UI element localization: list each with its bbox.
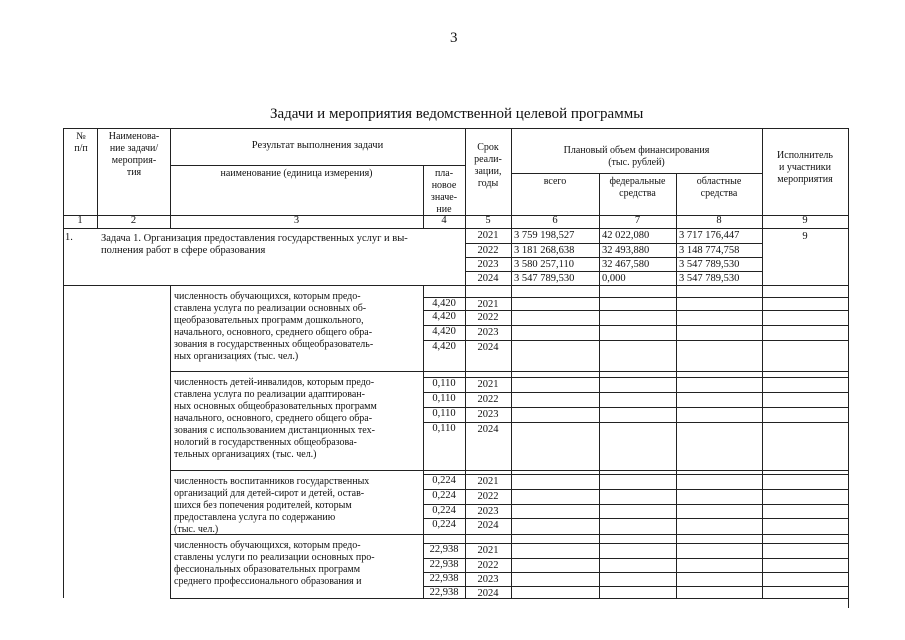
indicator-row-rule [423, 586, 848, 587]
task-year: 2023 [477, 259, 499, 270]
indicator-row-rule [423, 310, 848, 311]
indicator-row-rule [423, 392, 848, 393]
indicator-value: 0,224 [432, 519, 456, 530]
header-executor: Исполнитель и участники мероприятия [777, 150, 833, 185]
task-federal-value: 32 467,580 [602, 259, 650, 270]
indicator-text: численность обучающихся, которым предо- ставлена услуга по реализации основных об- щеобразовательных программ дошкольного, начального, основного, среднего общего обра- зования в государственных общеобразователь- ных организациях (тыс. чел.) [174, 291, 374, 362]
indicator-value: 0,224 [432, 505, 456, 516]
indicator-year: 2021 [477, 476, 499, 487]
page-title: Задачи и мероприятия ведомственной целевой программы [270, 106, 644, 122]
indicator-year: 2023 [477, 327, 499, 338]
indicator-year: 2024 [477, 424, 499, 435]
indicator-value: 0,110 [432, 378, 456, 389]
task-federal-value: 32 493,880 [602, 245, 650, 256]
indicator-bottom-rule [170, 371, 848, 372]
indicator-value: 22,938 [429, 544, 459, 555]
col-rule [762, 128, 763, 598]
indicator-row-rule [423, 558, 848, 559]
col-rule [97, 128, 98, 228]
task-text: Задача 1. Организация предоставления государственных услуг и вы- полнения работ в сфере образования [101, 233, 408, 256]
indicator-year: 2021 [477, 299, 499, 310]
task-row-rule [465, 257, 762, 258]
indicator-value: 0,110 [432, 423, 456, 434]
indicator-year: 2023 [477, 409, 499, 420]
header-federal: федеральные средства [609, 176, 666, 199]
indicator-value: 22,938 [429, 559, 459, 570]
task-bottom-rule [63, 285, 848, 286]
task-number: 1. [65, 232, 73, 243]
header-term: Срок реали- зации, годы [474, 142, 502, 189]
header-number: № п/п [74, 131, 88, 154]
task-total-value: 3 759 198,527 [514, 230, 575, 241]
column-number: 1 [77, 215, 83, 226]
table-top-border [63, 128, 848, 129]
column-number: 2 [130, 215, 137, 226]
page-number: 3 [450, 30, 458, 46]
indicator-row-rule [423, 297, 848, 298]
indicator-year: 2023 [477, 574, 499, 585]
task-regional-value: 3 547 789,530 [679, 259, 740, 270]
indicator-row-rule [423, 504, 848, 505]
task-regional-value: 3 148 774,758 [679, 245, 740, 256]
task-total-value: 3 580 257,110 [514, 259, 574, 270]
indicator-text: численность воспитанников государственных организаций для детей-сирот и детей, остав- шихся без попечения родителей, которым предоставлена услуга по содержанию (тыс. чел.) [174, 476, 370, 535]
indicator-value: 22,938 [429, 573, 459, 584]
indicator-value: 4,420 [432, 311, 456, 322]
indicator-year: 2022 [477, 312, 499, 323]
task-federal-value: 42 022,080 [602, 230, 650, 241]
indicator-year: 2022 [477, 560, 499, 571]
indicator-year: 2021 [477, 379, 499, 390]
task-row-rule [465, 243, 762, 244]
indicator-year: 2021 [477, 545, 499, 556]
column-number: 5 [485, 215, 491, 226]
indicator-year: 2023 [477, 506, 499, 517]
indicator-text: численность обучающихся, которым предо- ставлены услуги по реализации основных про- фессиональных образовательных программ среднего профессионального образования и [174, 540, 375, 587]
task-year: 2024 [477, 273, 499, 284]
indicator-row-rule [423, 407, 848, 408]
task-year: 2022 [477, 245, 499, 256]
column-numbers-rule [63, 228, 848, 229]
indicator-value: 0,110 [432, 408, 456, 419]
indicator-row-rule [423, 572, 848, 573]
indicator-row-rule [423, 543, 848, 544]
column-number: 3 [293, 215, 300, 226]
header-result: Результат выполнения задачи [251, 140, 384, 151]
task-regional-value: 3 717 176,447 [679, 230, 740, 241]
indicator-row-rule [423, 325, 848, 326]
indicator-year: 2024 [477, 520, 499, 531]
task-federal-value: 0,000 [602, 273, 626, 284]
column-number: 7 [634, 215, 641, 226]
indicator-row-rule [423, 518, 848, 519]
task-total-value: 3 547 789,530 [514, 273, 575, 284]
indicator-year: 2022 [477, 394, 499, 405]
indicator-year: 2024 [477, 342, 499, 353]
indicator-value: 0,110 [432, 393, 456, 404]
indicator-row-rule [423, 474, 848, 475]
col-rule [511, 128, 512, 598]
task-total-value: 3 181 268,638 [514, 245, 575, 256]
header-regional: областные средства [696, 176, 742, 199]
header-finance: Плановый объем финансирования (тыс. рублей) [563, 145, 710, 168]
header-total: всего [543, 176, 567, 187]
column-number: 8 [716, 215, 722, 226]
indicator-value: 0,224 [432, 475, 456, 486]
header-task-name: Наименова- ние задачи/ мероприя- тия [108, 131, 160, 178]
indicator-year: 2022 [477, 491, 499, 502]
finance-subheader-rule [511, 173, 762, 174]
indicator-left-rule [170, 285, 171, 598]
indicator-text: численность детей-инвалидов, которым предо- ставлена услуга по реализации адаптирован- ных основных общеобразовательных программ начального, основного, среднего общего обра- зования с использованием дистанционных тех- нологий в государственных общеобразова- тельных организациях (тыс. чел.) [174, 377, 377, 460]
header-result-name: наименование (единица измерения) [220, 168, 373, 179]
indicator-row-rule [423, 340, 848, 341]
column-number: 9 [802, 215, 808, 226]
indicator-row-rule [423, 422, 848, 423]
task-year: 2021 [477, 230, 499, 241]
table-left-border [63, 128, 64, 598]
task-row-rule [465, 271, 762, 272]
task-executor: 9 [802, 231, 808, 242]
result-subheader-rule [170, 165, 465, 166]
indicator-bottom-rule [170, 470, 848, 471]
indicator-value: 4,420 [432, 326, 456, 337]
header-plan-value: пла- новое значе- ние [430, 168, 458, 215]
indicator-value: 0,224 [432, 490, 456, 501]
indicator-value: 4,420 [432, 341, 456, 352]
column-number: 6 [552, 215, 558, 226]
indicator-year: 2024 [477, 588, 499, 599]
column-number: 4 [441, 215, 447, 226]
indicator-row-rule [423, 377, 848, 378]
table-right-border [848, 128, 849, 608]
indicator-row-rule [423, 489, 848, 490]
indicator-value: 4,420 [432, 298, 456, 309]
indicator-value: 22,938 [429, 587, 459, 598]
task-regional-value: 3 547 789,530 [679, 273, 740, 284]
